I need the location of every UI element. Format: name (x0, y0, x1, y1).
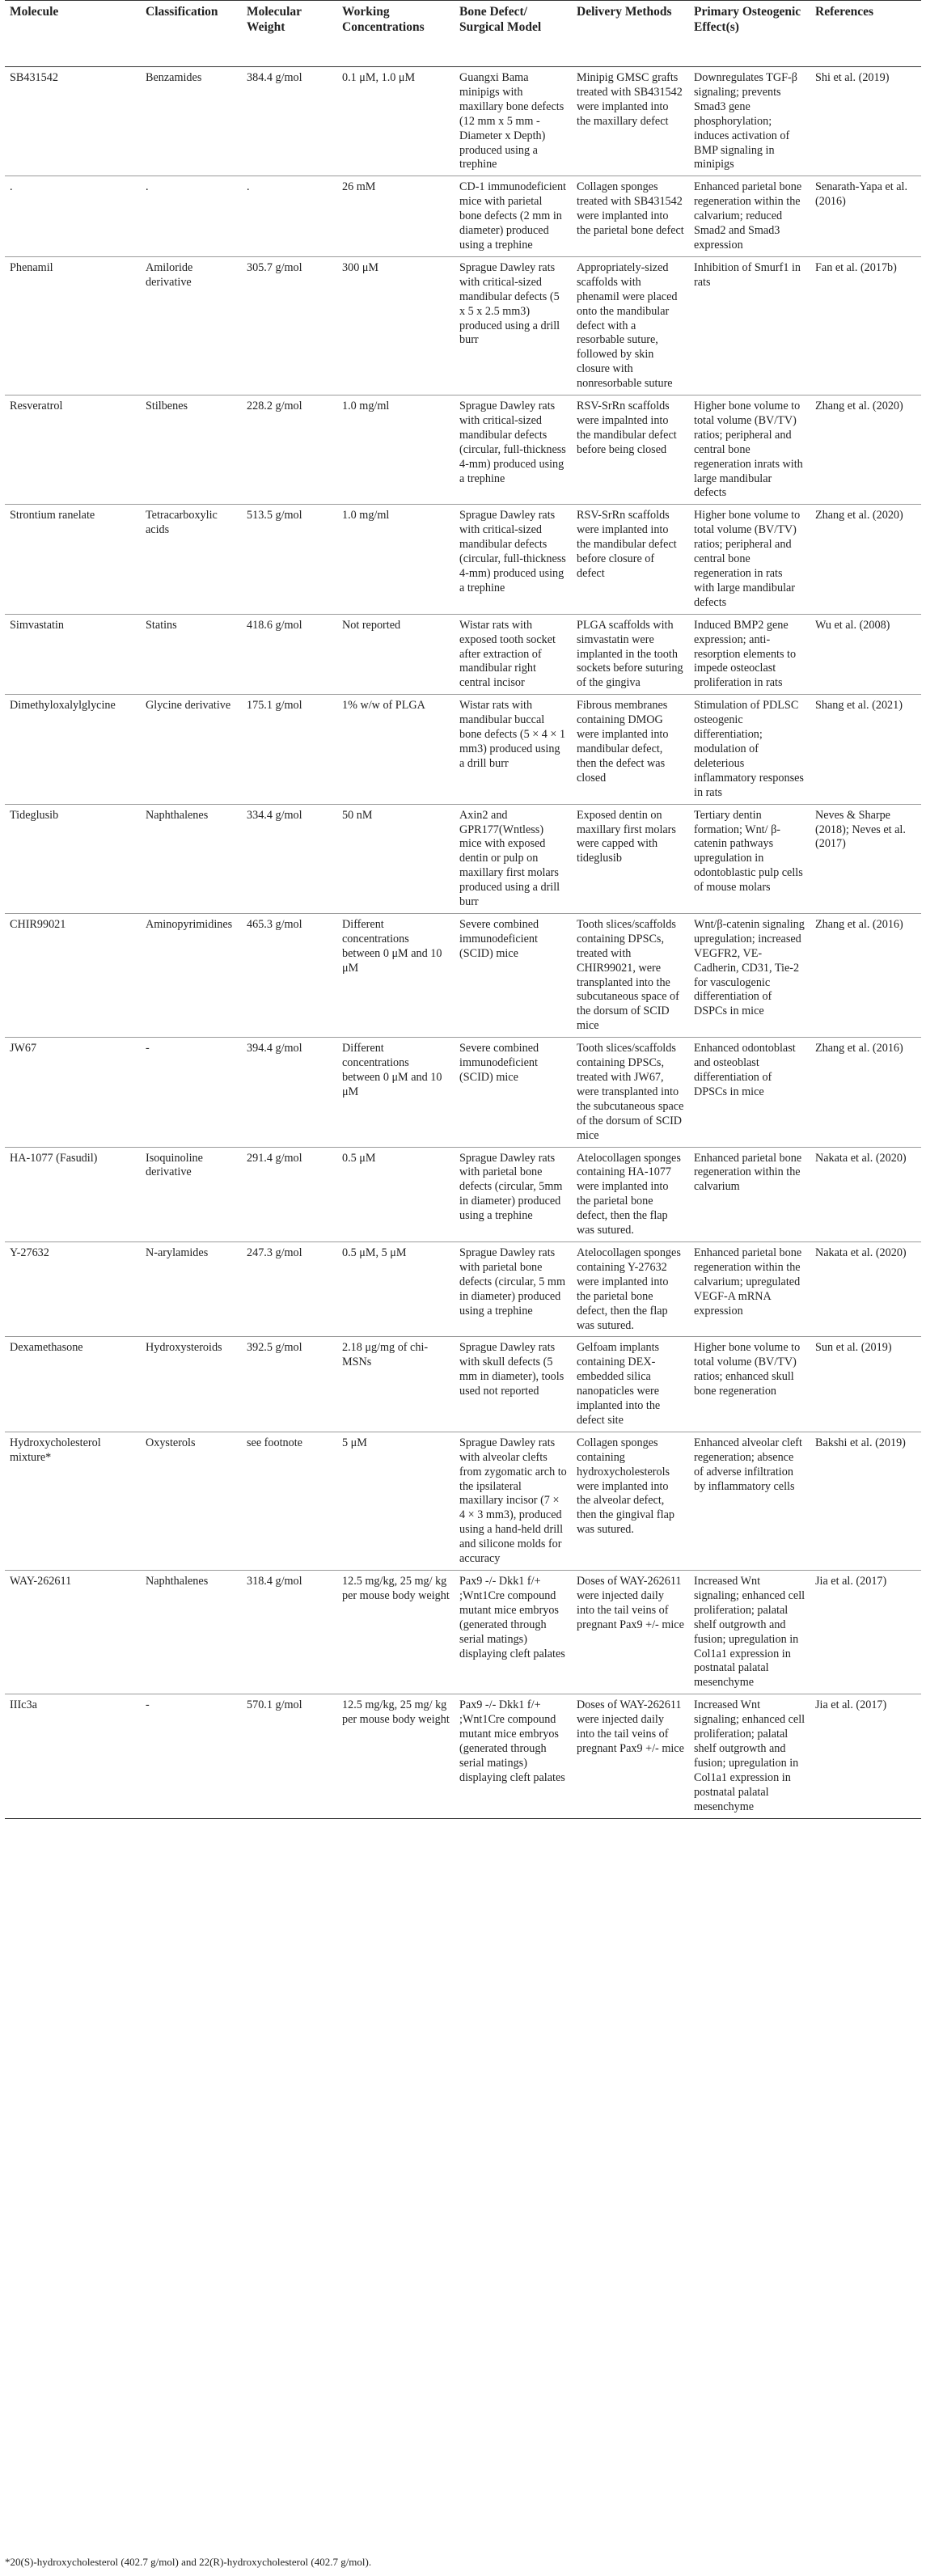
molecule-cell: Y-27632 (5, 1241, 141, 1336)
molecule-cell: Resveratrol (5, 395, 141, 505)
table-row (5, 1147, 921, 1241)
table-row (5, 614, 921, 695)
reference-cell: Shang et al. (2021) (810, 695, 921, 804)
table-row (5, 695, 921, 804)
column-header: Delivery Methods (572, 1, 689, 67)
classification-cell: Statins (141, 614, 242, 695)
delivery-method-cell: Gelfoam implants containing DEX-embedded silica nanopaticles were implanted into the defect site (572, 1337, 689, 1432)
classification-cell: - (141, 1038, 242, 1147)
delivery-method-cell: Exposed dentin on maxillary first molars were capped with tideglusib (572, 804, 689, 913)
table-footnote: *20(S)-hydroxycholesterol (402.7 g/mol) and 22(R)-hydroxycholesterol (402.7 g/mol). (5, 2556, 372, 2568)
delivery-method-cell: Doses of WAY-262611 were injected daily into the tail veins of pregnant Pax9 +/- mice (572, 1694, 689, 1818)
delivery-method-cell: Doses of WAY-262611 were injected daily into the tail veins of pregnant Pax9 +/- mice (572, 1571, 689, 1694)
defect-model-cell: Severe combined immunodeficient (SCID) mice (455, 1038, 572, 1147)
molecule-cell: HA-1077 (Fasudil) (5, 1147, 141, 1241)
concentration-cell: 12.5 mg/kg, 25 mg/ kg per mouse body weight (337, 1694, 455, 1818)
delivery-method-cell: RSV-SrRn scaffolds were implanted into the mandibular defect before closure of defect (572, 505, 689, 614)
osteogenic-effect-cell: Higher bone volume to total volume (BV/TV) ratios; peripheral and central bone regeneration in rats with large mandibular defects (689, 505, 810, 614)
osteogenic-effect-cell: Higher bone volume to total volume (BV/TV) ratios; enhanced skull bone regeneration (689, 1337, 810, 1432)
defect-model-cell: Guangxi Bama minipigs with maxillary bone defects (12 mm x 5 mm - Diameter x Depth) produced using a trephine (455, 67, 572, 176)
defect-model-cell: Sprague Dawley rats with parietal bone defects (circular, 5mm in diameter) produced using a trephine (455, 1147, 572, 1241)
concentration-cell: 1.0 mg/ml (337, 395, 455, 505)
classification-cell: Oxysterols (141, 1432, 242, 1570)
delivery-method-cell: Appropriately-sized scaffolds with phenamil were placed onto the mandibular defect with a resorbable suture, followed by skin closure with nonresorbable suture (572, 256, 689, 395)
table-row (5, 505, 921, 614)
classification-cell: Glycine derivative (141, 695, 242, 804)
molecular-weight-cell: 247.3 g/mol (242, 1241, 337, 1336)
concentration-cell: Different concentrations between 0 μM and 10 μM (337, 913, 455, 1037)
column-header: Primary Osteogenic Effect(s) (689, 1, 810, 67)
table-row (5, 67, 921, 176)
defect-model-cell: Sprague Dawley rats with skull defects (5 mm in diameter), tools used not reported (455, 1337, 572, 1432)
concentration-cell: 26 mM (337, 176, 455, 257)
molecule-cell: Hydroxycholesterol mixture* (5, 1432, 141, 1570)
column-header: Molecule (5, 1, 141, 67)
table-row (5, 1432, 921, 1570)
osteogenic-effect-cell: Enhanced parietal bone regeneration within the calvarium; reduced Smad2 and Smad3 expression (689, 176, 810, 257)
molecular-weight-cell: 392.5 g/mol (242, 1337, 337, 1432)
defect-model-cell: Wistar rats with exposed tooth socket after extraction of mandibular right central incisor (455, 614, 572, 695)
defect-model-cell: Axin2 and GPR177(Wntless) mice with exposed dentin or pulp on maxillary first molars produced using a drill burr (455, 804, 572, 913)
delivery-method-cell: Tooth slices/scaffolds containing DPSCs, treated with CHIR99021, were transplanted into the subcutaneous space of the dorsum of SCID mice (572, 913, 689, 1037)
classification-cell: Isoquinoline derivative (141, 1147, 242, 1241)
osteogenic-effect-cell: Enhanced parietal bone regeneration within the calvarium (689, 1147, 810, 1241)
table-row (5, 1038, 921, 1147)
reference-cell: Zhang et al. (2020) (810, 505, 921, 614)
molecular-weight-cell: 384.4 g/mol (242, 67, 337, 176)
molecular-weight-cell: see footnote (242, 1432, 337, 1570)
concentration-cell: 12.5 mg/kg, 25 mg/ kg per mouse body weight (337, 1571, 455, 1694)
classification-cell: . (141, 176, 242, 257)
molecular-weight-cell: 418.6 g/mol (242, 614, 337, 695)
concentration-cell: 1.0 mg/ml (337, 505, 455, 614)
osteogenic-effect-cell: Increased Wnt signaling; enhanced cell proliferation; palatal shelf outgrowth and fusion; upregulation in Col1a1 expression in postnatal palatal mesenchyme (689, 1694, 810, 1818)
reference-cell: Bakshi et al. (2019) (810, 1432, 921, 1570)
molecular-weight-cell: . (242, 176, 337, 257)
reference-cell: Jia et al. (2017) (810, 1694, 921, 1818)
molecular-weight-cell: 513.5 g/mol (242, 505, 337, 614)
molecular-weight-cell: 318.4 g/mol (242, 1571, 337, 1694)
reference-cell: Shi et al. (2019) (810, 67, 921, 176)
defect-model-cell: Pax9 -/- Dkk1 f/+ ;Wnt1Cre compound mutant mice embryos (generated through serial matings) displaying cleft palates (455, 1694, 572, 1818)
table-row (5, 1571, 921, 1694)
column-header: Classification (141, 1, 242, 67)
defect-model-cell: Pax9 -/- Dkk1 f/+ ;Wnt1Cre compound mutant mice embryos (generated through serial matings) displaying cleft palates (455, 1571, 572, 1694)
concentration-cell: 0.5 μM, 5 μM (337, 1241, 455, 1336)
reference-cell: Senarath-Yapa et al. (2016) (810, 176, 921, 257)
reference-cell: Zhang et al. (2020) (810, 395, 921, 505)
osteogenic-effect-cell: Wnt/β-catenin signaling upregulation; increased VEGFR2, VE-Cadherin, CD31, Tie-2 for vasculogenic differentiation of DSPCs in mice (689, 913, 810, 1037)
osteogenic-effect-cell: Induced BMP2 gene expression; anti-resorption elements to impede osteoclast proliferation in rats (689, 614, 810, 695)
delivery-method-cell: Tooth slices/scaffolds containing DPSCs, treated with JW67, were transplanted into the subcutaneous space of the dorsum of SCID mice (572, 1038, 689, 1147)
osteogenic-effect-cell: Enhanced parietal bone regeneration within the calvarium; upregulated VEGF-A mRNA expression (689, 1241, 810, 1336)
osteogenic-effect-cell: Enhanced odontoblast and osteoblast differentiation of DPSCs in mice (689, 1038, 810, 1147)
osteogenic-effect-cell: Enhanced alveolar cleft regeneration; absence of adverse infiltration by inflammatory cells (689, 1432, 810, 1570)
classification-cell: Hydroxysteroids (141, 1337, 242, 1432)
table-row (5, 1337, 921, 1432)
defect-model-cell: CD-1 immunodeficient mice with parietal bone defects (2 mm in diameter) produced using a trephine (455, 176, 572, 257)
concentration-cell: 2.18 μg/mg of chi-MSNs (337, 1337, 455, 1432)
osteogenic-effect-cell: Stimulation of PDLSC osteogenic differentiation; modulation of deleterious inflammatory responses in rats (689, 695, 810, 804)
classification-cell: Benzamides (141, 67, 242, 176)
molecule-cell: . (5, 176, 141, 257)
table-body (5, 67, 921, 1819)
reference-cell: Zhang et al. (2016) (810, 913, 921, 1037)
concentration-cell: 300 μM (337, 256, 455, 395)
classification-cell: Tetracarboxylic acids (141, 505, 242, 614)
molecule-cell: WAY-262611 (5, 1571, 141, 1694)
molecule-cell: Dimethyloxalylglycine (5, 695, 141, 804)
molecule-cell: Tideglusib (5, 804, 141, 913)
molecule-cell: Strontium ranelate (5, 505, 141, 614)
classification-cell: Stilbenes (141, 395, 242, 505)
reference-cell: Wu et al. (2008) (810, 614, 921, 695)
defect-model-cell: Sprague Dawley rats with critical-sized mandibular defects (circular, full-thickness 4-mm) produced using a trephine (455, 395, 572, 505)
reference-cell: Neves & Sharpe (2018); Neves et al. (2017) (810, 804, 921, 913)
classification-cell: Amiloride derivative (141, 256, 242, 395)
table-row (5, 1241, 921, 1336)
defect-model-cell: Wistar rats with mandibular buccal bone defects (5 × 4 × 1 mm3) produced using a drill burr (455, 695, 572, 804)
molecular-weight-cell: 291.4 g/mol (242, 1147, 337, 1241)
reference-cell: Jia et al. (2017) (810, 1571, 921, 1694)
classification-cell: Aminopyrimidines (141, 913, 242, 1037)
reference-cell: Zhang et al. (2016) (810, 1038, 921, 1147)
reference-cell: Fan et al. (2017b) (810, 256, 921, 395)
osteogenic-molecules-table (5, 0, 921, 1819)
concentration-cell: Different concentrations between 0 μM and 10 μM (337, 1038, 455, 1147)
concentration-cell: 0.5 μM (337, 1147, 455, 1241)
table-container (5, 0, 921, 1819)
defect-model-cell: Severe combined immunodeficient (SCID) mice (455, 913, 572, 1037)
concentration-cell: 0.1 μM, 1.0 μM (337, 67, 455, 176)
concentration-cell: 50 nM (337, 804, 455, 913)
osteogenic-effect-cell: Higher bone volume to total volume (BV/TV) ratios; peripheral and central bone regeneration inrats with large mandibular defects (689, 395, 810, 505)
molecule-cell: IIIc3a (5, 1694, 141, 1818)
concentration-cell: Not reported (337, 614, 455, 695)
table-row (5, 256, 921, 395)
molecule-cell: Dexamethasone (5, 1337, 141, 1432)
osteogenic-effect-cell: Inhibition of Smurf1 in rats (689, 256, 810, 395)
molecule-cell: CHIR99021 (5, 913, 141, 1037)
delivery-method-cell: Atelocollagen sponges containing Y-27632 were implanted into the parietal bone defect, then the flap was sutured. (572, 1241, 689, 1336)
osteogenic-effect-cell: Tertiary dentin formation; Wnt/ β-catenin pathways upregulation in odontoblastic pulp cells of mouse molars (689, 804, 810, 913)
table-row (5, 913, 921, 1037)
molecular-weight-cell: 334.4 g/mol (242, 804, 337, 913)
reference-cell: Nakata et al. (2020) (810, 1147, 921, 1241)
osteogenic-effect-cell: Increased Wnt signaling; enhanced cell proliferation; palatal shelf outgrowth and fusion; upregulation in Col1a1 expression in postnatal palatal mesenchyme (689, 1571, 810, 1694)
delivery-method-cell: Collagen sponges treated with SB431542 were implanted into the parietal bone defect (572, 176, 689, 257)
molecule-cell: JW67 (5, 1038, 141, 1147)
molecular-weight-cell: 228.2 g/mol (242, 395, 337, 505)
molecular-weight-cell: 570.1 g/mol (242, 1694, 337, 1818)
delivery-method-cell: Fibrous membranes containing DMOG were implanted into mandibular defect, then the defect was closed (572, 695, 689, 804)
column-header: Bone Defect/ Surgical Model (455, 1, 572, 67)
molecular-weight-cell: 394.4 g/mol (242, 1038, 337, 1147)
reference-cell: Sun et al. (2019) (810, 1337, 921, 1432)
delivery-method-cell: PLGA scaffolds with simvastatin were implanted in the tooth sockets before suturing of the gingiva (572, 614, 689, 695)
molecular-weight-cell: 465.3 g/mol (242, 913, 337, 1037)
concentration-cell: 1% w/w of PLGA (337, 695, 455, 804)
table-row (5, 176, 921, 257)
column-header: References (810, 1, 921, 67)
classification-cell: Naphthalenes (141, 804, 242, 913)
column-header: Working Concentrations (337, 1, 455, 67)
delivery-method-cell: Collagen sponges containing hydroxycholesterols were implanted into the alveolar defect, then the gingival flap was sutured. (572, 1432, 689, 1570)
defect-model-cell: Sprague Dawley rats with critical-sized mandibular defects (5 x 5 x 2.5 mm3) produced using a drill burr (455, 256, 572, 395)
reference-cell: Nakata et al. (2020) (810, 1241, 921, 1336)
classification-cell: Naphthalenes (141, 1571, 242, 1694)
defect-model-cell: Sprague Dawley rats with alveolar clefts from zygomatic arch to the ipsilateral maxillary incisor (7 × 4 × 3 mm3), produced using a hand-held drill and silicone molds for accuracy (455, 1432, 572, 1570)
table-row (5, 395, 921, 505)
molecule-cell: SB431542 (5, 67, 141, 176)
table-row (5, 1694, 921, 1818)
concentration-cell: 5 μM (337, 1432, 455, 1570)
classification-cell: - (141, 1694, 242, 1818)
column-header: Molecular Weight (242, 1, 337, 67)
table-row (5, 804, 921, 913)
table-header-row (5, 1, 921, 67)
molecular-weight-cell: 175.1 g/mol (242, 695, 337, 804)
delivery-method-cell: Atelocollagen sponges containing HA-1077 were implanted into the parietal bone defect, then the flap was sutured. (572, 1147, 689, 1241)
delivery-method-cell: Minipig GMSC grafts treated with SB431542 were implanted into the maxillary defect (572, 67, 689, 176)
classification-cell: N-arylamides (141, 1241, 242, 1336)
delivery-method-cell: RSV-SrRn scaffolds were impalnted into the mandibular defect before being closed (572, 395, 689, 505)
molecule-cell: Phenamil (5, 256, 141, 395)
osteogenic-effect-cell: Downregulates TGF-β signaling; prevents Smad3 gene phosphorylation; induces activation of BMP signaling in minipigs (689, 67, 810, 176)
molecular-weight-cell: 305.7 g/mol (242, 256, 337, 395)
defect-model-cell: Sprague Dawley rats with parietal bone defects (circular, 5 mm in diameter) produced using a trephine (455, 1241, 572, 1336)
molecule-cell: Simvastatin (5, 614, 141, 695)
defect-model-cell: Sprague Dawley rats with critical-sized mandibular defects (circular, full-thickness 4-mm) produced using a trephine (455, 505, 572, 614)
